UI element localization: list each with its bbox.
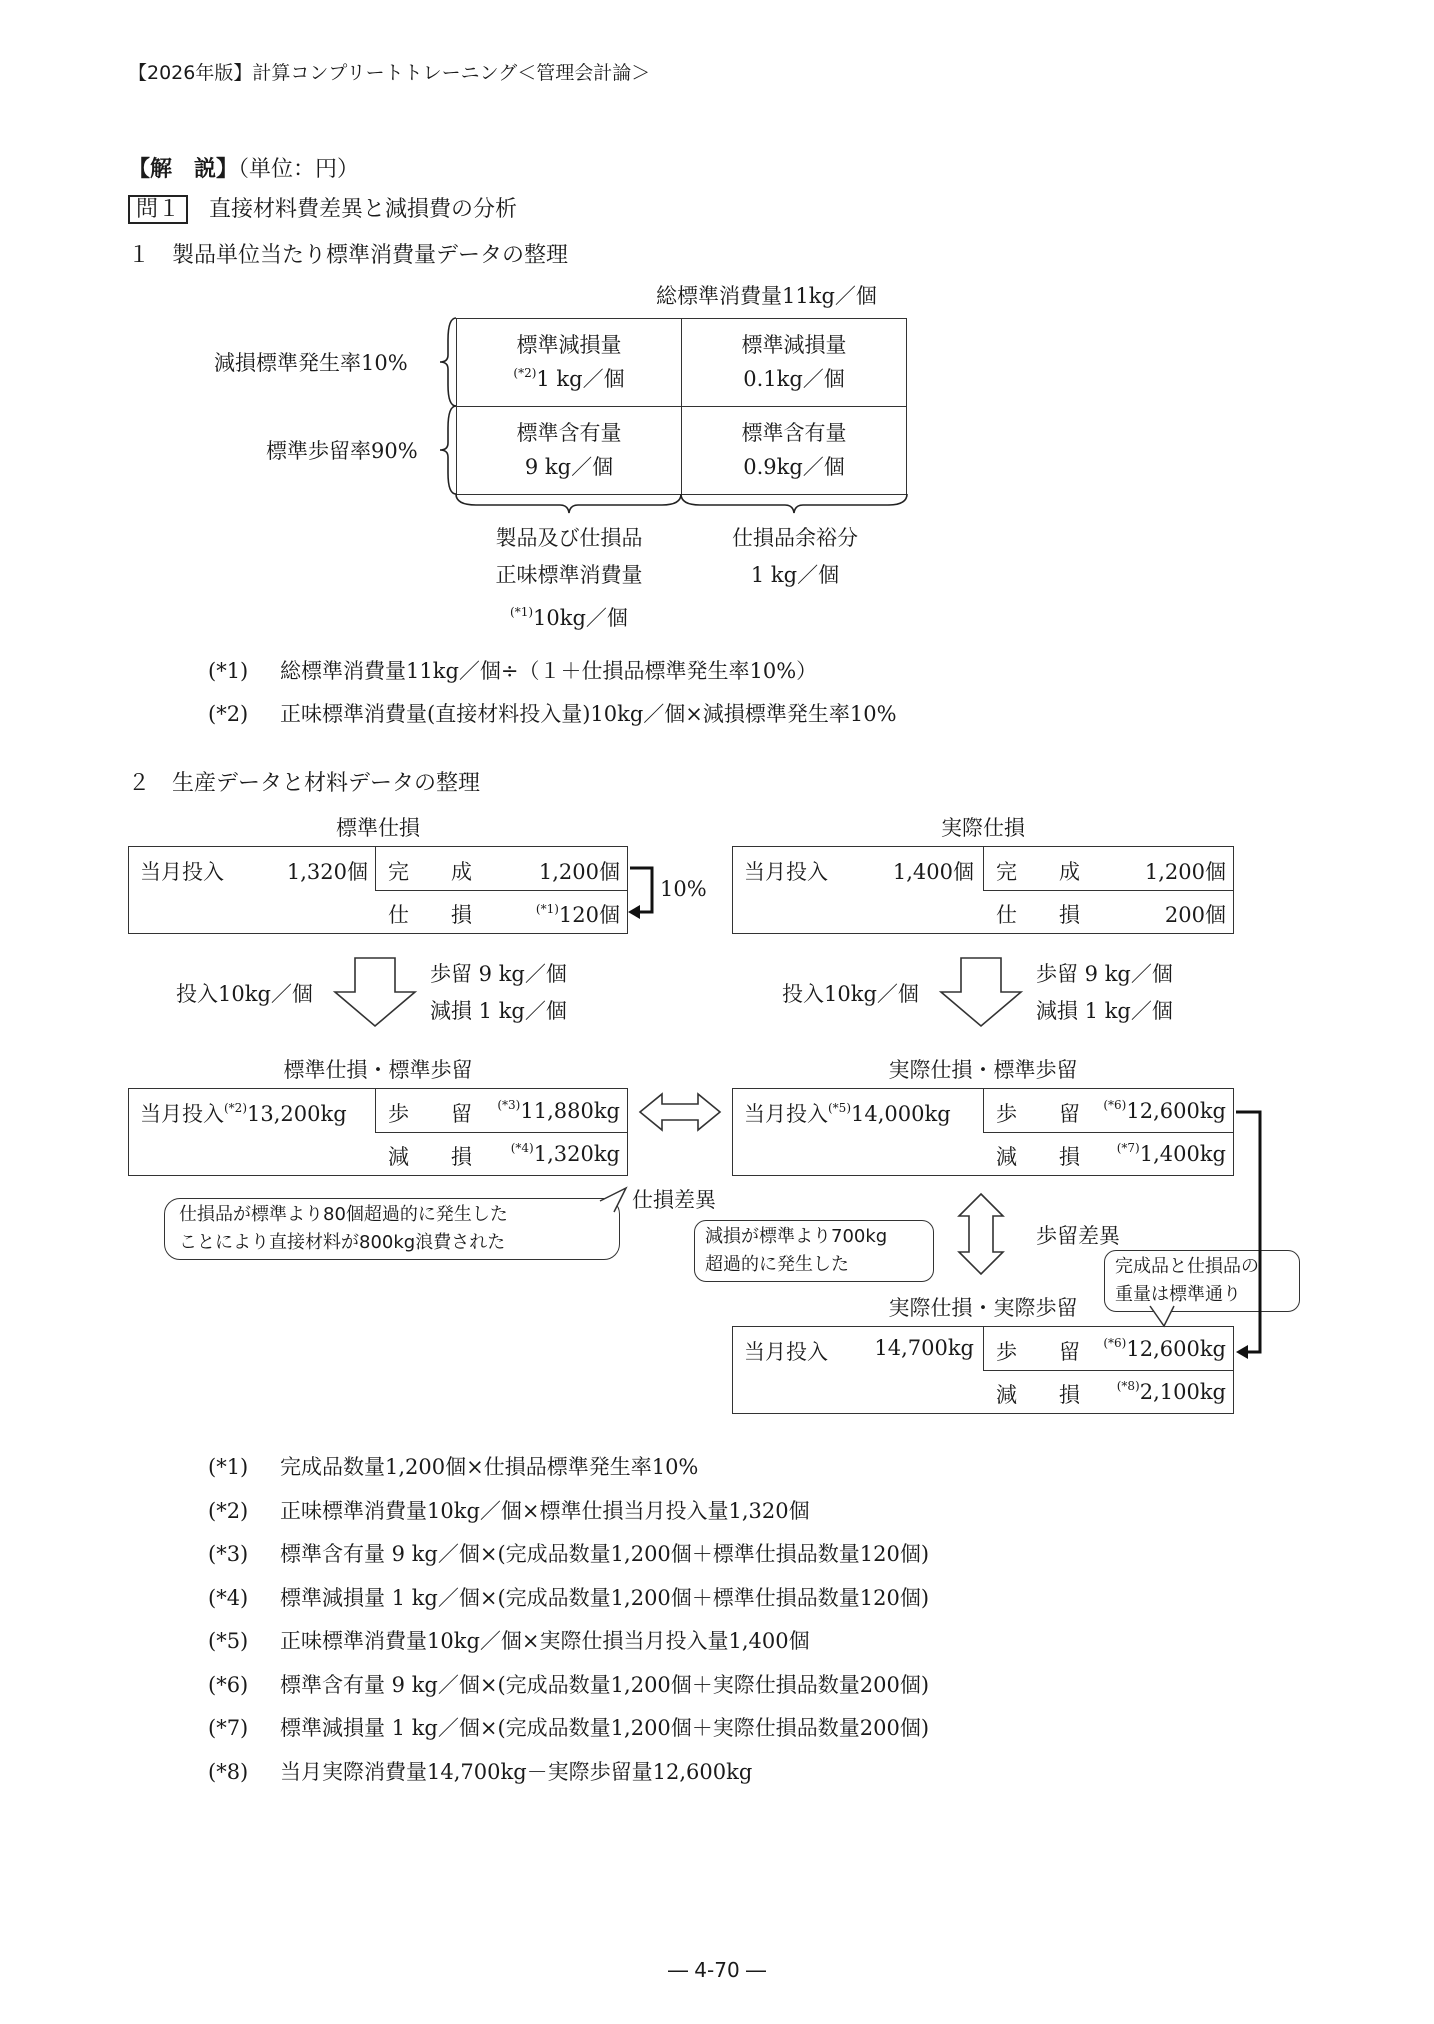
s2-note-4 xyxy=(208,1577,929,1621)
s2-note-1-mark: (*1) xyxy=(208,1455,249,1479)
s2-note-8-mark: (*8) xyxy=(208,1759,249,1784)
left-label-yield-rate: 標準歩留率90% xyxy=(266,439,418,463)
bottom-left-line1: 製品及び仕損品 xyxy=(495,526,643,550)
std-r1-label: 完 成 xyxy=(388,860,472,884)
callout-loss-line2: 超過的に発生した xyxy=(705,1254,849,1275)
act-in-val: 1,400個 xyxy=(892,860,974,884)
ss-in-label: 当月投入 xyxy=(140,1102,224,1126)
s2-note-6-text: 標準含有量 9 kg／個×(完成品数量1,200個＋実際仕損品数量200個) xyxy=(280,1672,930,1697)
brace-left-top xyxy=(440,318,456,406)
brace-bottom-right xyxy=(681,494,907,513)
s2-notes xyxy=(208,1446,929,1794)
s2-note-7 xyxy=(208,1707,929,1751)
pct-label: 10% xyxy=(660,877,707,901)
s2-note-2 xyxy=(208,1490,929,1534)
brace-left-bottom xyxy=(440,406,456,494)
question-title: 直接材料費差異と減損費の分析 xyxy=(209,197,518,222)
s2-note-4-mark: (*4) xyxy=(208,1585,249,1610)
callout-spoilage-tail xyxy=(600,1188,626,1212)
as-r2-sup: (*7) xyxy=(1116,1141,1140,1155)
as-r2-val: 1,400kg xyxy=(1139,1142,1226,1166)
yield-connector-head xyxy=(1236,1345,1248,1359)
ss-in-val: 13,200kg xyxy=(247,1102,347,1126)
question-label: 問１ xyxy=(128,195,188,224)
kaisetsu-title: 【解 説】 xyxy=(128,157,239,182)
aa-r2-sup: (*8) xyxy=(1116,1379,1140,1393)
std-in-label: 当月投入 xyxy=(140,860,224,884)
section1-heading: １ 製品単位当たり標準消費量データの整理 xyxy=(128,243,569,268)
left-label-loss-rate: 減損標準発生率10% xyxy=(214,351,408,375)
ss-r2-sup: (*4) xyxy=(510,1141,534,1155)
yield-variance-label: 歩留差異 xyxy=(1036,1224,1120,1248)
ss-in-sup: (*2) xyxy=(224,1101,247,1115)
callout-loss-line1: 減損が標準より700kg xyxy=(705,1226,888,1247)
aa-in-val: 14,700kg xyxy=(874,1336,974,1360)
kaisetsu-unit: （単位：円） xyxy=(238,157,360,182)
act-r1-val: 1,200個 xyxy=(1144,860,1226,884)
bottom-left-line3: 10kg／個 xyxy=(533,606,628,630)
total-standard-consumption: 総標準消費量11kg／個 xyxy=(656,284,877,308)
as-r1-sup: (*6) xyxy=(1103,1098,1127,1112)
ss-r1-val: 11,880kg xyxy=(520,1099,620,1123)
as-title: 実際仕損・標準歩留 xyxy=(888,1058,1078,1082)
bottom-left-sup: (*1) xyxy=(510,605,534,619)
s2-note-3-text: 標準含有量 9 kg／個×(完成品数量1,200個＋標準仕損品数量120個) xyxy=(280,1542,930,1566)
s1-note-2-text: 正味標準消費量(直接材料投入量)10kg／個×減損標準発生率10% xyxy=(280,702,897,726)
std-r1-val: 1,200個 xyxy=(538,860,620,884)
std-r2-val: 120個 xyxy=(558,903,620,927)
yield-connector xyxy=(1236,1112,1260,1352)
as-in-sup: (*5) xyxy=(828,1101,851,1115)
s2-note-3-mark: (*3) xyxy=(208,1542,249,1566)
s1-note-2-mark: (*2) xyxy=(208,702,249,726)
down-arrow-act xyxy=(941,958,1021,1026)
bottom-right-line2: 1 kg／個 xyxy=(750,563,840,587)
s2-note-8-text: 当月実際消費量14,700kg－実際歩留量12,600kg xyxy=(280,1759,753,1784)
std-title: 標準仕損 xyxy=(336,816,420,840)
arrow1-loss-label: 減損 1 kg／個 xyxy=(430,999,567,1023)
aa-r2-label: 減 損 xyxy=(996,1383,1080,1407)
s2-note-1-text: 完成品数量1,200個×仕損品標準発生率10% xyxy=(280,1455,699,1479)
s1-note-1-text: 総標準消費量11kg／個÷（１＋仕損品標準発生率10%） xyxy=(280,659,818,683)
s2-note-5-text: 正味標準消費量10kg／個×実際仕損当月投入量1,400個 xyxy=(280,1629,810,1653)
std-r2-sup: (*1) xyxy=(535,902,559,916)
std-r2-label: 仕 損 xyxy=(388,903,472,927)
arrow2-yield-label: 歩留 9 kg／個 xyxy=(1036,962,1173,986)
grid-br-line2: 0.9kg／個 xyxy=(743,455,845,479)
act-title: 実際仕損 xyxy=(941,816,1025,840)
as-r1-val: 12,600kg xyxy=(1126,1099,1226,1123)
arrow2-input-label: 投入10kg／個 xyxy=(782,982,919,1006)
as-in-label: 当月投入 xyxy=(744,1102,828,1126)
ss-r1-label: 歩 留 xyxy=(388,1102,472,1126)
s1-note-1-mark: (*1) xyxy=(208,659,249,683)
callout-weight-tail xyxy=(1150,1306,1174,1326)
grid-tl-line1: 標準減損量 xyxy=(516,333,622,357)
aa-r1-label: 歩 留 xyxy=(996,1340,1080,1364)
s2-note-8 xyxy=(208,1751,929,1795)
grid-tr-line1: 標準減損量 xyxy=(741,333,847,357)
aa-r1-sup: (*6) xyxy=(1103,1336,1127,1350)
spoilage-variance-label: 仕損差異 xyxy=(632,1188,716,1212)
as-r2-label: 減 損 xyxy=(996,1145,1080,1169)
s2-note-3 xyxy=(208,1533,929,1577)
grid-br-line1: 標準含有量 xyxy=(741,421,847,445)
as-in-val: 14,000kg xyxy=(851,1102,951,1126)
double-arrow-horizontal xyxy=(640,1094,720,1130)
brace-bottom-left xyxy=(456,494,681,513)
s2-note-1 xyxy=(208,1446,929,1490)
bottom-right-line1: 仕損品余裕分 xyxy=(732,526,858,550)
bottom-left-line2: 正味標準消費量 xyxy=(495,563,643,587)
section2-heading: ２ 生産データと材料データの整理 xyxy=(128,771,481,796)
as-r1-label: 歩 留 xyxy=(996,1102,1080,1126)
grid-tl-line2: 1 kg／個 xyxy=(536,367,625,391)
s2-note-2-text: 正味標準消費量10kg／個×標準仕損当月投入量1,320個 xyxy=(280,1498,810,1523)
s2-note-5 xyxy=(208,1620,929,1664)
arrow1-yield-label: 歩留 9 kg／個 xyxy=(430,962,567,986)
callout-weight-line1: 完成品と仕損品の xyxy=(1115,1256,1259,1277)
act-r2-val: 200個 xyxy=(1164,903,1226,927)
ss-title: 標準仕損・標準歩留 xyxy=(283,1058,473,1082)
page-number: ― 4-70 ― xyxy=(667,1958,767,1982)
s2-note-2-mark: (*2) xyxy=(208,1498,249,1523)
pct-bracket xyxy=(630,868,652,912)
aa-r2-val: 2,100kg xyxy=(1139,1380,1226,1404)
ss-r1-sup: (*3) xyxy=(497,1098,521,1112)
callout-spoilage-line1: 仕損品が標準より80個超過的に発生した xyxy=(179,1204,508,1225)
callout-spoilage-line2: ことにより直接材料が800kg浪費された xyxy=(179,1232,506,1253)
act-r2-label: 仕 損 xyxy=(996,903,1080,927)
s2-note-6-mark: (*6) xyxy=(208,1672,249,1697)
down-arrow-std xyxy=(335,958,415,1026)
ss-r2-label: 減 損 xyxy=(388,1145,472,1169)
s2-note-7-mark: (*7) xyxy=(208,1716,249,1740)
s2-note-4-text: 標準減損量 1 kg／個×(完成品数量1,200個＋標準仕損品数量120個) xyxy=(280,1585,930,1610)
grid-bl-line1: 標準含有量 xyxy=(516,421,622,445)
std-in-val: 1,320個 xyxy=(286,860,368,884)
act-r1-label: 完 成 xyxy=(996,860,1080,884)
s2-note-5-mark: (*5) xyxy=(208,1629,249,1653)
grid-tr-line2: 0.1kg／個 xyxy=(743,367,845,391)
aa-r1-val: 12,600kg xyxy=(1126,1337,1226,1361)
act-in-label: 当月投入 xyxy=(744,860,828,884)
pct-arrow-head xyxy=(628,905,640,919)
grid-tl-sup: (*2) xyxy=(513,366,537,380)
double-arrow-vertical xyxy=(959,1194,1003,1274)
s2-note-6 xyxy=(208,1664,929,1708)
arrow2-loss-label: 減損 1 kg／個 xyxy=(1036,999,1173,1023)
arrow1-input-label: 投入10kg／個 xyxy=(176,982,313,1006)
aa-in-label: 当月投入 xyxy=(744,1340,828,1364)
aa-title: 実際仕損・実際歩留 xyxy=(888,1296,1078,1320)
ss-r2-val: 1,320kg xyxy=(533,1142,620,1166)
s2-note-7-text: 標準減損量 1 kg／個×(完成品数量1,200個＋実際仕損品数量200個) xyxy=(280,1716,930,1740)
callout-weight-line2: 重量は標準通り xyxy=(1115,1284,1241,1305)
running-header: 【2026年版】計算コンプリートトレーニング＜管理会計論＞ xyxy=(128,62,651,84)
grid-bl-line2: 9 kg／個 xyxy=(524,455,614,479)
